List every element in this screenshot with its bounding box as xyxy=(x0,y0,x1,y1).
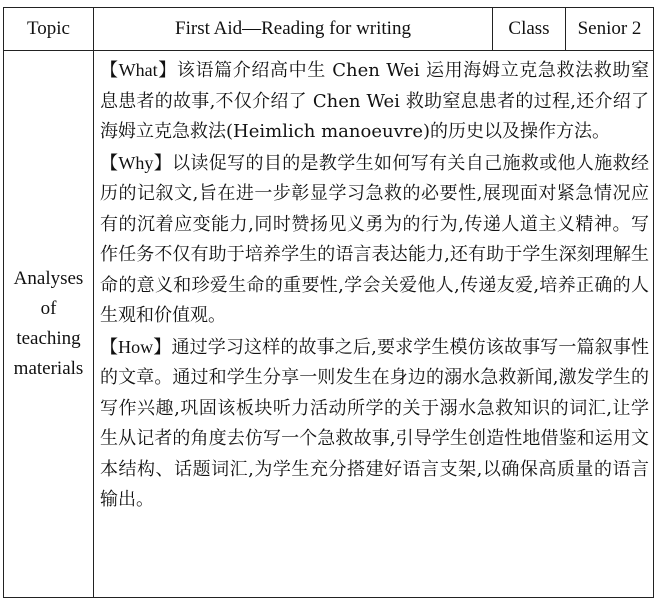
what-tag: 【What】 xyxy=(100,60,177,80)
lesson-plan-table xyxy=(3,7,654,598)
analysis-content xyxy=(94,51,654,598)
why-paragraph xyxy=(100,148,649,332)
why-tag: 【Why】 xyxy=(100,152,173,173)
analysis-row xyxy=(4,51,654,598)
section-label-line: of xyxy=(40,298,57,319)
class-value: Senior 2 xyxy=(566,8,654,51)
section-label-line: teaching xyxy=(16,328,81,349)
section-label xyxy=(4,51,94,598)
section-label-line: materials xyxy=(13,358,84,379)
what-paragraph xyxy=(100,55,649,148)
how-text: 通过学习这样的故事之后,要求学生模仿该故事写一篇叙事性的文章。通过和学生分享一则发生在身边的溺水急救新闻,激发学生的写作兴趣,巩固该板块听力活动所学的关于溺水急救知识的词汇,让学生从记者的角度去仿写一个急救故事,引导学生创造性地借鉴和运用文本结构、话题词汇,为学生充分搭建好语言支架,以确保高质量的语言输出。 xyxy=(100,336,649,510)
header-row xyxy=(4,8,654,51)
why-text: 以读促写的目的是教学生如何写有关自己施救或他人施救经历的记叙文,旨在进一步彰显学习急救的必要性,展现面对紧急情况应有的沉着应变能力,同时赞扬见义勇为的行为,传递人道主义精神。写作任务不仅有助于培养学生的语言表达能力,还有助于学生深刻理解生命的意义和珍爱生命的重要性,学会关爱他人,传递友爱,培养正确的人生观和价值观。 xyxy=(100,152,649,326)
topic-label: Topic xyxy=(4,8,94,51)
what-text: 该语篇介绍高中生 Chen Wei 运用海姆立克急救法救助窒息患者的故事,不仅介绍了 Chen Wei 救助窒息患者的过程,还介绍了海姆立克急救法(Heimlich manoeuvre)的历史以及操作方法。 xyxy=(100,60,649,142)
how-paragraph xyxy=(100,332,649,516)
section-label-line: Analyses xyxy=(13,268,84,289)
topic-value: First Aid—Reading for writing xyxy=(94,8,493,51)
class-label: Class xyxy=(493,8,566,51)
how-tag: 【How】 xyxy=(100,336,172,357)
